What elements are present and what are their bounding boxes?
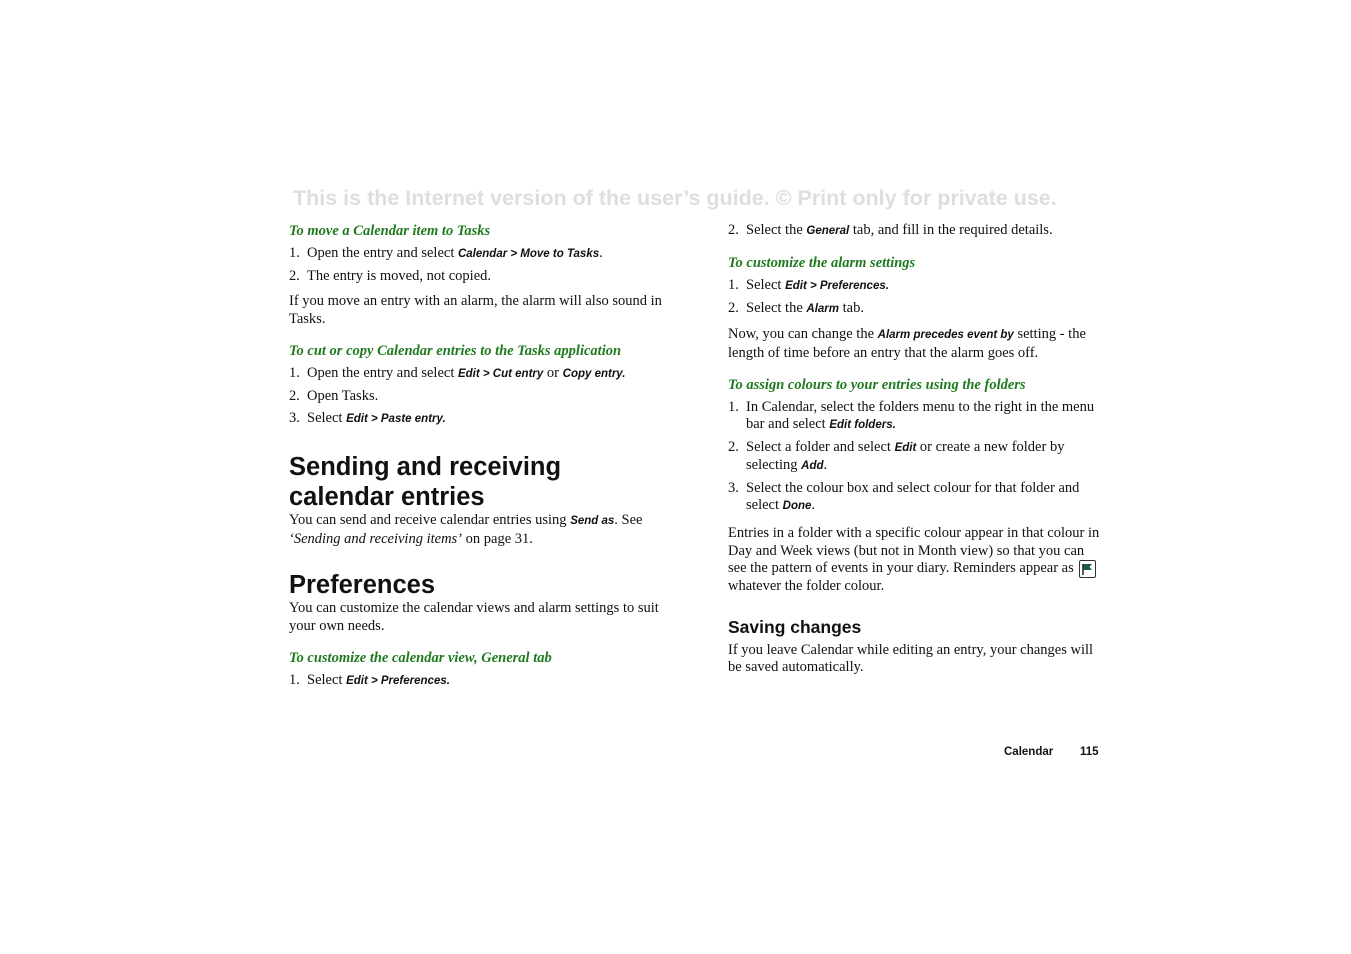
menu-path: Edit > Paste entry. bbox=[346, 413, 446, 425]
step-text: Open the entry and select bbox=[307, 365, 458, 381]
menu-item: Done bbox=[782, 500, 812, 512]
step-text: Select bbox=[307, 672, 347, 688]
menu-path: Edit > Preferences. bbox=[785, 280, 889, 292]
tab-name: General bbox=[806, 225, 850, 237]
step-text: In Calendar, select the folders menu to the right in the menu bar and select bbox=[746, 399, 1095, 432]
step-text: Select bbox=[746, 277, 786, 293]
sending-text bbox=[289, 512, 669, 548]
saving-text: If you leave Calendar while editing an entry, your changes will be saved automatically. bbox=[728, 641, 1094, 675]
step-number: 2. bbox=[728, 439, 739, 455]
colour-note bbox=[728, 525, 1100, 596]
right-column bbox=[728, 222, 1100, 677]
page-number: 115 bbox=[1080, 746, 1099, 758]
step-text: or bbox=[543, 365, 563, 381]
menu-path: Copy entry. bbox=[562, 368, 626, 380]
step-alarm-2 bbox=[728, 300, 1100, 318]
left-column bbox=[289, 222, 669, 695]
watermark: This is the Internet version of the user’s guide. © Print only for private use. bbox=[293, 186, 1057, 210]
step-punct: . bbox=[823, 457, 828, 473]
procedure-title-cut: To cut or copy Calendar entries to the Tasks application bbox=[289, 343, 622, 359]
step-text: or create a new folder by selecting bbox=[746, 439, 1065, 473]
step-text: Open Tasks. bbox=[307, 388, 379, 404]
step-text: tab, and fill in the required details. bbox=[849, 222, 1053, 238]
tab-name: Alarm bbox=[806, 303, 840, 315]
setting-name: Alarm precedes event by bbox=[877, 329, 1014, 341]
step-number: 3. bbox=[289, 410, 300, 426]
step-number: 1. bbox=[728, 399, 739, 415]
step-number: 2. bbox=[289, 268, 300, 284]
step-number: 1. bbox=[289, 365, 300, 381]
step-text: Select a folder and select bbox=[746, 439, 895, 455]
heading-saving: Saving changes bbox=[728, 616, 862, 637]
step-view-1 bbox=[289, 672, 669, 690]
text: Entries in a folder with a specific colour appear in that colour in Day and Week views (but not in Month view) so that you can see the pattern of events in your diary. Reminders appear as bbox=[728, 525, 1100, 576]
step-cut-2 bbox=[289, 388, 669, 405]
step-punct: . bbox=[599, 245, 603, 261]
step-punct: . bbox=[811, 497, 816, 513]
menu-path: Calendar > Move to Tasks bbox=[457, 248, 600, 260]
move-note: If you move an entry with an alarm, the alarm will also sound in Tasks. bbox=[289, 293, 662, 327]
menu-path: Edit > Preferences. bbox=[346, 675, 450, 687]
alarm-note bbox=[728, 326, 1100, 362]
text: whatever the folder colour. bbox=[728, 578, 885, 594]
menu-item: Send as bbox=[570, 515, 615, 527]
menu-item: Add bbox=[801, 460, 824, 472]
step-number: 3. bbox=[728, 480, 739, 496]
heading-preferences: Preferences bbox=[289, 571, 436, 599]
step-number: 2. bbox=[728, 222, 739, 238]
menu-path: Edit > Cut entry bbox=[457, 368, 544, 380]
menu-item: Edit bbox=[894, 442, 917, 454]
step-text: Select bbox=[307, 410, 347, 426]
text: . See bbox=[614, 512, 643, 528]
step-move-2 bbox=[289, 268, 669, 285]
step-text: Select the bbox=[746, 300, 807, 316]
step-number: 2. bbox=[289, 388, 300, 404]
step-cut-1 bbox=[289, 365, 669, 383]
step-number: 1. bbox=[289, 672, 300, 688]
step-colour-3 bbox=[728, 480, 1100, 515]
step-move-1 bbox=[289, 245, 669, 263]
step-colour-2 bbox=[728, 439, 1100, 475]
procedure-title-view: To customize the calendar view, General tab bbox=[289, 650, 552, 666]
step-text: Select the colour box and select colour for that folder and select bbox=[746, 480, 1080, 513]
step-number: 1. bbox=[289, 245, 300, 261]
step-alarm-1 bbox=[728, 277, 1100, 295]
step-text: Select the bbox=[746, 222, 807, 238]
cross-reference: ‘Sending and receiving items’ bbox=[289, 530, 463, 547]
procedure-title-alarm: To customize the alarm settings bbox=[728, 255, 916, 271]
step-number: 1. bbox=[728, 277, 739, 293]
heading-sending: Sending and receiving calendar entries bbox=[289, 453, 562, 511]
step-view-2 bbox=[728, 222, 1100, 240]
procedure-title-move: To move a Calendar item to Tasks bbox=[289, 223, 491, 239]
text: Now, you can change the bbox=[728, 326, 878, 342]
text: You can send and receive calendar entries using bbox=[289, 512, 571, 528]
step-text: The entry is moved, not copied. bbox=[307, 268, 492, 284]
step-cut-3 bbox=[289, 410, 669, 428]
flag-icon bbox=[1079, 560, 1096, 578]
text: on page 31. bbox=[462, 530, 533, 547]
footer-section-name: Calendar bbox=[1004, 746, 1054, 758]
text: setting - the length of time before an entry that the alarm goes off. bbox=[728, 326, 1086, 361]
step-colour-1 bbox=[728, 399, 1100, 434]
step-text: tab. bbox=[839, 300, 864, 316]
menu-path: Edit folders. bbox=[829, 419, 896, 431]
procedure-title-colour: To assign colours to your entries using the folders bbox=[728, 377, 1026, 393]
preferences-text: You can customize the calendar views and alarm settings to suit your own needs. bbox=[289, 600, 659, 634]
step-number: 2. bbox=[728, 300, 739, 316]
step-text: Open the entry and select bbox=[307, 245, 458, 261]
